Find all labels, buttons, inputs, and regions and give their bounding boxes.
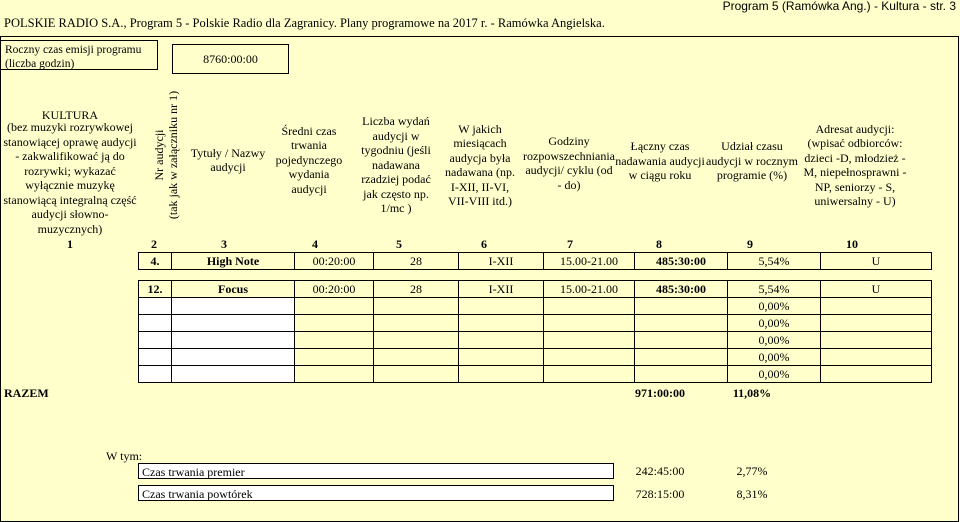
column-2-header-line1: Nr audycji (152, 129, 166, 181)
cell-nr: 12. (139, 281, 172, 298)
cell-avg (295, 270, 374, 281)
cell-target (821, 315, 932, 332)
premiere-share: 2,77% (736, 464, 768, 478)
cell-total (635, 315, 728, 332)
cell-hours (544, 315, 635, 332)
cell-share: 0,00% (728, 366, 821, 383)
cell-nr (139, 298, 172, 315)
cell-months (459, 332, 544, 349)
premiere-time: 242:45:00 (635, 464, 685, 478)
cell-nr (139, 332, 172, 349)
column-number: 7 (567, 237, 573, 251)
column-7-header: Godziny rozpowszechniania audycji/ cyklu (od - do) (523, 134, 615, 192)
cell-total (635, 366, 728, 383)
column-1-description: (bez muzyki rozrywkowej stanowiącej oprawę audycji - zakwalifikować ją do rozrywki; wykazać wyłącznie muzykę stanowiącą integralną część audycji słowno-muzycznych) (3, 120, 137, 236)
column-number: 10 (846, 237, 858, 251)
breakdown-label: W tym: (106, 449, 143, 463)
cell-freq (374, 366, 459, 383)
column-number: 2 (151, 237, 157, 251)
cell-months (459, 270, 544, 281)
cell-target (821, 366, 932, 383)
cell-nr (139, 270, 172, 281)
cell-months (459, 366, 544, 383)
cell-total (635, 332, 728, 349)
cell-avg (295, 298, 374, 315)
cell-freq: 28 (374, 253, 459, 270)
cell-share: 0,00% (728, 298, 821, 315)
annual-time-label-line1: Roczny czas emisji programu (5, 44, 142, 56)
cell-nr (139, 366, 172, 383)
cell-hours: 15.00-21.00 (544, 253, 635, 270)
repeat-label: Czas trwania powtórek (142, 487, 253, 501)
cell-freq (374, 315, 459, 332)
cell-hours (544, 349, 635, 366)
column-2-header-line2: (tak jak w załączniku nr 1) (166, 90, 180, 220)
cell-avg: 00:20:00 (295, 253, 374, 270)
column-number: 3 (221, 237, 227, 251)
cell-share (728, 270, 821, 281)
cell-avg (295, 332, 374, 349)
cell-title (172, 366, 295, 383)
cell-title (172, 298, 295, 315)
cell-total (635, 298, 728, 315)
programme-table (138, 252, 932, 383)
column-number: 9 (747, 237, 753, 251)
column-2-header (146, 90, 186, 220)
cell-avg (295, 349, 374, 366)
cell-target: U (821, 281, 932, 298)
page-label: Program 5 (Ramówka Ang.) - Kultura - str. 3 (722, 0, 956, 13)
cell-target (821, 298, 932, 315)
column-1-title: KULTURA (41, 107, 99, 122)
cell-freq (374, 270, 459, 281)
table-row (139, 281, 932, 298)
cell-freq: 28 (374, 281, 459, 298)
cell-share: 5,54% (728, 253, 821, 270)
column-6-header: W jakich miesiącach audycja była nadawana (np. I-XII, II-VI, VII-VIII itd.) (445, 121, 515, 208)
cell-freq (374, 349, 459, 366)
column-5-header: Liczba wydań audycji w tygodniu (jeśli nadawana rzadziej podać jak często np. 1/mc ) (361, 114, 431, 216)
cell-nr (139, 315, 172, 332)
cell-target (821, 349, 932, 366)
cell-hours (544, 332, 635, 349)
column-number: 6 (481, 237, 487, 251)
column-10-header: Adresat audycji: (wpisać odbiorców: dzieci -D, młodzież - M, niepełnosprawni - NP, seniorzy - S, uniwersalny - U) (803, 121, 907, 208)
total-label: RAZEM (4, 386, 49, 400)
column-number: 4 (312, 237, 318, 251)
repeat-time: 728:15:00 (635, 487, 685, 501)
cell-target: U (821, 253, 932, 270)
cell-hours (544, 298, 635, 315)
column-8-header: Łączny czas nadawania audycji w ciągu roku (615, 139, 705, 183)
cell-months (459, 315, 544, 332)
cell-total (635, 270, 728, 281)
document-title: POLSKIE RADIO S.A., Program 5 - Polskie Radio dla Zagranicy. Plany programowe na 2017 r. - Ramówka Angielska. (4, 16, 605, 30)
annual-time-label-line2: (liczba godzin) (5, 58, 75, 70)
premiere-label-box (138, 463, 614, 479)
column-9-header: Udział czasu audycji w rocznym programie (%) (706, 139, 798, 183)
cell-freq (374, 332, 459, 349)
table-row (139, 270, 932, 281)
cell-months (459, 349, 544, 366)
annual-time-value: 8760:00:00 (172, 44, 289, 74)
cell-freq (374, 298, 459, 315)
table-row (139, 298, 932, 315)
cell-total (635, 349, 728, 366)
column-4-header: Średni czas trwania pojedynczego wydania audycji (275, 123, 343, 196)
cell-hours: 15.00-21.00 (544, 281, 635, 298)
cell-avg: 00:20:00 (295, 281, 374, 298)
cell-share: 0,00% (728, 332, 821, 349)
cell-title (172, 332, 295, 349)
cell-title (172, 349, 295, 366)
cell-nr (139, 349, 172, 366)
cell-hours (544, 366, 635, 383)
annual-time-label (0, 40, 158, 70)
cell-title: High Note (172, 253, 295, 270)
column-3-header: Tytuły / Nazwy audycji (190, 145, 266, 174)
premiere-label: Czas trwania premier (142, 465, 245, 479)
cell-target (821, 332, 932, 349)
cell-months: I-XII (459, 253, 544, 270)
cell-title (172, 315, 295, 332)
cell-months (459, 298, 544, 315)
total-time: 971:00:00 (635, 386, 685, 400)
cell-target (821, 270, 932, 281)
table-row (139, 332, 932, 349)
column-number: 5 (396, 237, 402, 251)
cell-share: 0,00% (728, 349, 821, 366)
cell-months: I-XII (459, 281, 544, 298)
table-row (139, 349, 932, 366)
cell-nr: 4. (139, 253, 172, 270)
repeat-share: 8,31% (736, 487, 768, 501)
table-row (139, 315, 932, 332)
cell-total: 485:30:00 (635, 281, 728, 298)
column-number: 1 (67, 237, 73, 251)
cell-total: 485:30:00 (635, 253, 728, 270)
column-number: 8 (656, 237, 662, 251)
cell-hours (544, 270, 635, 281)
table-row (139, 366, 932, 383)
cell-share: 5,54% (728, 281, 821, 298)
cell-avg (295, 315, 374, 332)
cell-avg (295, 366, 374, 383)
repeat-label-box (138, 485, 614, 501)
cell-title: Focus (172, 281, 295, 298)
cell-share: 0,00% (728, 315, 821, 332)
table-row (139, 253, 932, 270)
cell-title (172, 270, 295, 281)
total-share: 11,08% (732, 386, 772, 400)
